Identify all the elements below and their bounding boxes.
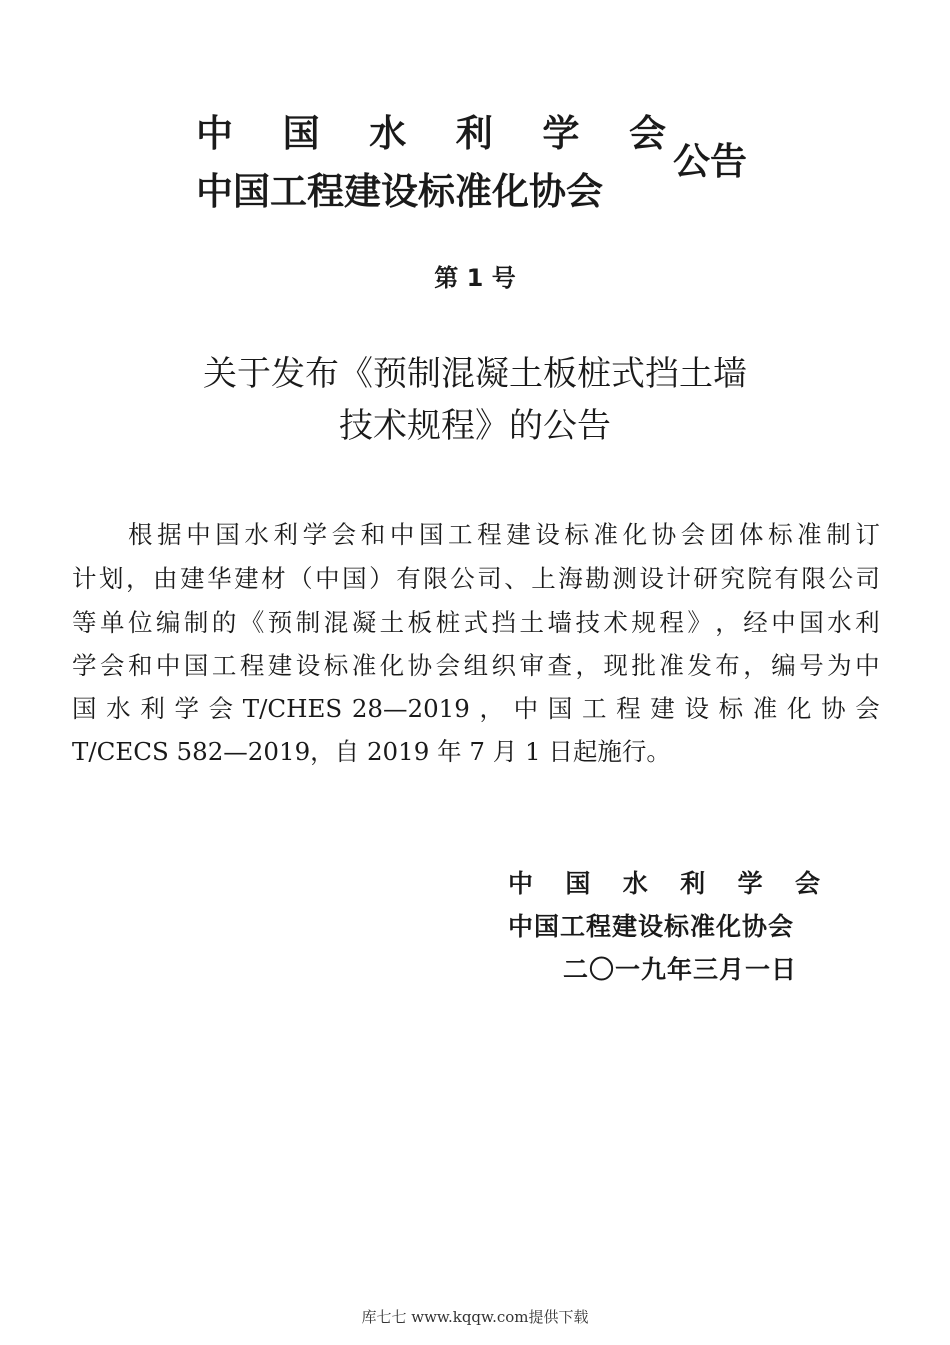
announcement-title-line-2: 技术规程》的公告 xyxy=(339,406,611,446)
body-line-token: 利 xyxy=(855,608,880,637)
body-line-token: 准 xyxy=(351,651,377,680)
body-line-token: T/CHES xyxy=(242,694,343,723)
body-line-token: 计 xyxy=(666,564,691,593)
body-line-token: 有 xyxy=(774,564,799,593)
body-line-token: 程 xyxy=(477,520,502,549)
body-line-token: 研 xyxy=(693,564,718,593)
body-line-token: 体 xyxy=(738,520,764,549)
body-line-token: 准 xyxy=(659,651,684,680)
body-line-token: ， xyxy=(715,608,740,637)
body-line-token: 准 xyxy=(593,520,618,549)
body-line-token: 挡 xyxy=(491,608,517,637)
body-line-token: 水 xyxy=(244,520,269,549)
signature-org-1-char: 水 xyxy=(622,869,648,898)
body-line-token: 海 xyxy=(558,564,583,593)
issuer-name-2: 中国工程建设标准化协会 xyxy=(196,170,603,213)
body-line-token: 程 xyxy=(616,694,641,723)
body-line-token: 编 xyxy=(771,651,796,680)
issuer-1-char: 利 xyxy=(455,112,493,155)
body-line-token: 材 xyxy=(261,564,286,593)
body-line-token: 水 xyxy=(827,608,852,637)
body-line-token: ， xyxy=(575,651,600,680)
body-line-token: 限 xyxy=(801,564,826,593)
body-line-token: 和 xyxy=(360,520,386,549)
body-line-token: 中 xyxy=(855,651,880,680)
body-line-token: 技 xyxy=(575,608,600,637)
body-line-token: 化 xyxy=(622,520,648,549)
body-line-token: 协 xyxy=(651,520,677,549)
issuer-1-char: 国 xyxy=(282,112,320,155)
body-line-token: 为 xyxy=(827,651,852,680)
body-line-token: 建 xyxy=(650,694,675,723)
issuer-1-char: 会 xyxy=(628,112,666,155)
body-line-token: 化 xyxy=(379,651,405,680)
issuer-1-char: 中 xyxy=(196,112,233,155)
body-line-token: 制 xyxy=(183,608,209,637)
body-line-token: 《 xyxy=(239,608,265,637)
body-line-token: 预 xyxy=(267,608,293,637)
body-line-token: 审 xyxy=(519,651,544,680)
body-line-token: 华 xyxy=(207,564,232,593)
body-line-token: 准 xyxy=(797,520,822,549)
body-line-token: 会 xyxy=(680,520,706,549)
body-line-token: 根 xyxy=(128,520,153,549)
signature-org-1-char: 会 xyxy=(794,869,820,898)
download-footer: 库七七 www.kqqw.com提供下载 xyxy=(361,1308,589,1326)
body-line-token: 学 xyxy=(72,651,97,680)
body-line-token: ， xyxy=(743,651,768,680)
body-line-token: 设 xyxy=(639,564,664,593)
body-line-token: 混 xyxy=(323,608,349,637)
body-line-token: 板 xyxy=(407,608,433,637)
body-line-token: 工 xyxy=(448,520,473,549)
signature-org-1 xyxy=(508,869,820,899)
body-line-token: 土 xyxy=(519,608,544,637)
body-line-token: 制 xyxy=(826,520,851,549)
body-line-token: 司 xyxy=(477,564,502,593)
body-line-token: 工 xyxy=(211,651,237,680)
body-line-token: 位 xyxy=(127,608,153,637)
body-line-token: 式 xyxy=(463,608,489,637)
body-line-token: 利 xyxy=(273,520,298,549)
body-line-token: 查 xyxy=(547,651,572,680)
body-line-token: 中 xyxy=(315,564,340,593)
body-line xyxy=(72,694,880,724)
body-line-token: ， xyxy=(126,564,151,593)
body-line-token: 国 xyxy=(183,651,209,680)
body-line-token: 化 xyxy=(786,694,812,723)
body-line-token: 程 xyxy=(239,651,265,680)
body-line-token: （ xyxy=(288,564,313,593)
body-line xyxy=(72,651,880,681)
body-line-token: 编 xyxy=(155,608,181,637)
body-line-token: 准 xyxy=(752,694,778,723)
body-line-token: 号 xyxy=(799,651,824,680)
issuer-1-char: 水 xyxy=(369,112,407,155)
body-line-token: 现 xyxy=(603,651,628,680)
body-line-token: 标 xyxy=(768,520,793,549)
body-line-token: 中 xyxy=(389,520,415,549)
signature-org-1-char: 学 xyxy=(737,869,763,898)
announcement-suffix: 公告 xyxy=(673,140,747,183)
body-line-token: 划 xyxy=(99,564,124,593)
body-line-token: 学 xyxy=(174,694,199,723)
body-line-token: 组 xyxy=(463,651,489,680)
body-line-token: 和 xyxy=(127,651,153,680)
signature-org-1-char: 利 xyxy=(680,869,706,898)
body-line-token: 国 xyxy=(418,520,444,549)
body-line-token: 中 xyxy=(155,651,181,680)
body-line-token: 设 xyxy=(535,520,560,549)
body-line-token: 设 xyxy=(684,694,709,723)
body-line-token: 司 xyxy=(855,564,880,593)
signature-org-2: 中国工程建设标准化协会 xyxy=(508,912,795,941)
body-line-token: 学 xyxy=(302,520,328,549)
body-line-token: 等 xyxy=(72,608,97,637)
body-line-token: 团 xyxy=(709,520,735,549)
signature-org-1-char: 国 xyxy=(565,869,591,898)
body-line-token: 公 xyxy=(828,564,853,593)
body-line: T/CECS 582—2019，自 2019 年 7 月 1 日起施行。 xyxy=(72,737,671,766)
body-line-token: 28—2019 xyxy=(351,694,470,723)
body-line-token: 中 xyxy=(186,520,211,549)
body-line-token: 计 xyxy=(72,564,97,593)
body-line-token: 墙 xyxy=(547,608,572,637)
body-line-token: 究 xyxy=(720,564,745,593)
body-line-token: 织 xyxy=(491,651,517,680)
signature-date: 二〇一九年三月一日 xyxy=(563,955,798,984)
issuer-name-1 xyxy=(196,112,666,156)
issuer-1-char: 学 xyxy=(542,112,580,155)
body-line-token: 批 xyxy=(631,651,656,680)
signature-org-1-char: 中 xyxy=(508,869,534,898)
body-line-token: 会 xyxy=(331,520,357,549)
body-line-token: 国 xyxy=(799,608,824,637)
body-line-token: 、 xyxy=(504,564,529,593)
body-line-token: 建 xyxy=(267,651,293,680)
body-line-token: 国 xyxy=(342,564,367,593)
body-line xyxy=(72,564,880,594)
body-line-token: 勘 xyxy=(585,564,610,593)
body-line-token: 会 xyxy=(435,651,461,680)
body-line-token: 设 xyxy=(295,651,321,680)
body-line-token: 据 xyxy=(157,520,182,549)
body-line-token: 土 xyxy=(379,608,405,637)
body-line xyxy=(128,520,880,550)
body-line-token: 发 xyxy=(687,651,712,680)
body-line-token: 建 xyxy=(180,564,205,593)
body-line-token: 限 xyxy=(423,564,448,593)
announcement-number: 第 1 号 xyxy=(434,264,516,292)
body-line-token: 规 xyxy=(631,608,656,637)
body-line-token: 单 xyxy=(99,608,125,637)
body-line-token: 标 xyxy=(564,520,589,549)
body-line-token: 制 xyxy=(295,608,321,637)
body-line-token: 国 xyxy=(215,520,240,549)
body-line-token: 会 xyxy=(99,651,125,680)
body-line-token: 协 xyxy=(407,651,433,680)
body-line-token: 建 xyxy=(506,520,531,549)
body-line-token: 国 xyxy=(547,694,573,723)
announcement-title-line-1: 关于发布《预制混凝土板桩式挡土墙 xyxy=(203,354,747,394)
body-line-token: 会 xyxy=(208,694,234,723)
body-line-token: 的 xyxy=(211,608,237,637)
body-line-token: 标 xyxy=(323,651,349,680)
body-line xyxy=(72,608,880,638)
body-line-token: 中 xyxy=(513,694,539,723)
body-line-token: 中 xyxy=(771,608,796,637)
body-line-token: 协 xyxy=(821,694,846,723)
body-line-token: 测 xyxy=(612,564,637,593)
body-line-token: 上 xyxy=(531,564,556,593)
body-line-token: 由 xyxy=(153,564,178,593)
body-line-token: 程 xyxy=(659,608,684,637)
body-line-token: 建 xyxy=(234,564,259,593)
body-line-token: 水 xyxy=(106,694,131,723)
body-line-token: 国 xyxy=(72,694,97,723)
body-line-token: 经 xyxy=(743,608,768,637)
body-line-token: 布 xyxy=(715,651,740,680)
body-line-token: 术 xyxy=(603,608,628,637)
body-line-token: 会 xyxy=(855,694,880,723)
body-line-token: 公 xyxy=(450,564,475,593)
body-line-token: 院 xyxy=(747,564,772,593)
body-line-token: 工 xyxy=(581,694,607,723)
body-line-token: 凝 xyxy=(351,608,377,637)
body-line-token: ， xyxy=(479,694,505,723)
body-line-token: ） xyxy=(369,564,394,593)
body-line-token: 桩 xyxy=(435,608,461,637)
body-line-token: 标 xyxy=(718,694,744,723)
body-line-token: 》 xyxy=(687,608,712,637)
body-line-token: 有 xyxy=(396,564,421,593)
body-line-token: 利 xyxy=(140,694,165,723)
body-line-token: 订 xyxy=(855,520,880,549)
